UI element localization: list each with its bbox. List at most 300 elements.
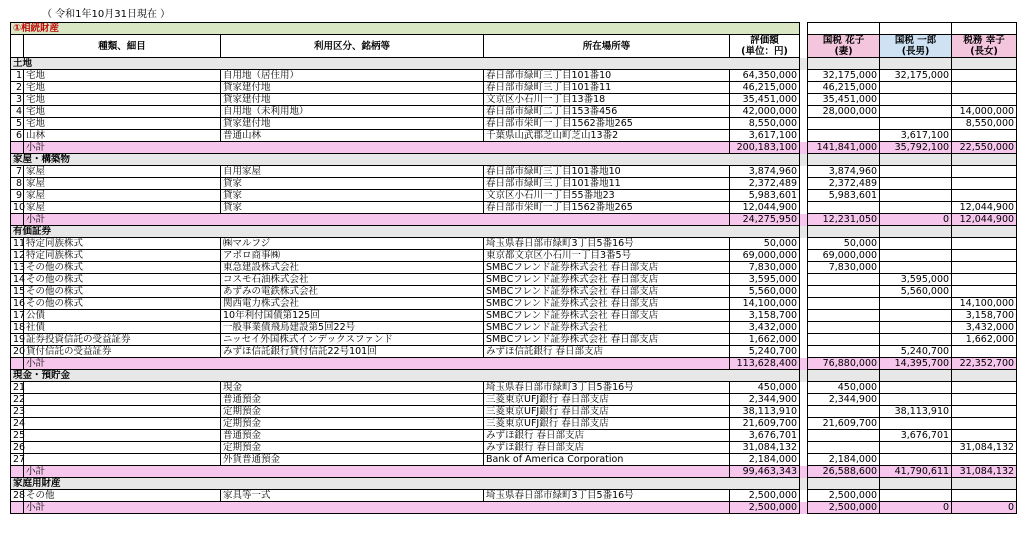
cell-value: 14,100,000 [730, 298, 800, 310]
cell-value: 38,113,910 [730, 406, 800, 418]
cell-heir-son: 5,240,700 [880, 346, 952, 358]
cell-type: その他の株式 [24, 274, 221, 286]
row-number: 27 [11, 454, 24, 466]
cell-usage: アポロ商事㈱ [221, 250, 484, 262]
cell-heir-son [880, 310, 952, 322]
cell-heir-son [880, 190, 952, 202]
subtotal-heir-wife: 12,231,050 [808, 214, 880, 226]
table-row [11, 274, 1017, 286]
cell-heir-daughter [952, 274, 1017, 286]
cell-location: SMBCフレンド証券株式会社 春日部支店 [484, 334, 730, 346]
cell-heir-wife [808, 430, 880, 442]
cell-heir-wife: 7,830,000 [808, 262, 880, 274]
cell-heir-daughter [952, 346, 1017, 358]
cell-type: 山林 [24, 130, 221, 142]
cell-type [24, 394, 221, 406]
cell-heir-daughter: 14,100,000 [952, 298, 1017, 310]
table-row [11, 442, 1017, 454]
cell-heir-wife [808, 202, 880, 214]
table-row [11, 238, 1017, 250]
cell-type: 宅地 [24, 82, 221, 94]
category-row [11, 58, 1017, 70]
subtotal-value: 200,183,100 [730, 142, 800, 154]
col-header-heir-wife: 国税 花子 (妻) [808, 35, 880, 58]
subtotal-heir-son: 0 [880, 502, 952, 514]
row-number: 15 [11, 286, 24, 298]
subtotal-heir-daughter: 12,044,900 [952, 214, 1017, 226]
cell-value: 2,344,900 [730, 394, 800, 406]
cell-usage: 10年利付国債第125回 [221, 310, 484, 322]
col-header-usage: 利用区分、銘柄等 [221, 35, 484, 58]
cell-type: その他の株式 [24, 262, 221, 274]
cell-heir-daughter: 8,550,000 [952, 118, 1017, 130]
category-row [11, 370, 1017, 382]
table-row [11, 310, 1017, 322]
cell-location: 文京区小石川一丁目13番18 [484, 94, 730, 106]
cell-location: 千葉県山武郡芝山町芝山13番2 [484, 130, 730, 142]
cell-location: 埼玉県春日部市緑町3丁目5番16号 [484, 382, 730, 394]
table-row [11, 406, 1017, 418]
cell-location: 三菱東京UFJ銀行 春日部支店 [484, 418, 730, 430]
cell-type: 宅地 [24, 106, 221, 118]
cell-type: 家屋 [24, 166, 221, 178]
cell-heir-son [880, 298, 952, 310]
cell-usage: 一般事業債飛鳥建設第5回22号 [221, 322, 484, 334]
cell-heir-daughter [952, 262, 1017, 274]
subtotal-heir-daughter: 22,550,000 [952, 142, 1017, 154]
table-row [11, 454, 1017, 466]
cell-heir-wife: 2,184,000 [808, 454, 880, 466]
subtotal-row [11, 142, 1017, 154]
cell-type: 家屋 [24, 178, 221, 190]
cell-heir-wife [808, 442, 880, 454]
cell-heir-daughter: 3,432,000 [952, 322, 1017, 334]
table-row [11, 286, 1017, 298]
row-number: 10 [11, 202, 24, 214]
cell-heir-son: 3,595,000 [880, 274, 952, 286]
table-row [11, 190, 1017, 202]
cell-usage: 貸家 [221, 202, 484, 214]
cell-usage: 普通山林 [221, 130, 484, 142]
table-row [11, 382, 1017, 394]
cell-location: 三菱東京UFJ銀行 春日部支店 [484, 406, 730, 418]
cell-type: その他の株式 [24, 286, 221, 298]
cell-heir-wife [808, 322, 880, 334]
cell-location: 春日部市栄町一丁目1562番地265 [484, 118, 730, 130]
cell-heir-daughter [952, 130, 1017, 142]
cell-heir-son [880, 262, 952, 274]
cell-heir-wife: 450,000 [808, 382, 880, 394]
cell-type: 特定同族株式 [24, 238, 221, 250]
subtotal-heir-daughter: 0 [952, 502, 1017, 514]
cell-heir-wife: 28,000,000 [808, 106, 880, 118]
cell-value: 3,432,000 [730, 322, 800, 334]
cell-location: SMBCフレンド証券株式会社 春日部支店 [484, 286, 730, 298]
cell-value: 2,500,000 [730, 490, 800, 502]
row-number: 3 [11, 94, 24, 106]
row-number: 24 [11, 418, 24, 430]
cell-heir-daughter [952, 430, 1017, 442]
cell-heir-son [880, 82, 952, 94]
cell-heir-son [880, 106, 952, 118]
cell-location: 春日部市緑町三丁目101番11 [484, 82, 730, 94]
table-row [11, 70, 1017, 82]
cell-heir-daughter: 1,662,000 [952, 334, 1017, 346]
table-row [11, 394, 1017, 406]
cell-heir-daughter [952, 70, 1017, 82]
row-number: 19 [11, 334, 24, 346]
cell-heir-daughter [952, 406, 1017, 418]
cell-location: 春日部市緑町三丁目101番地11 [484, 178, 730, 190]
column-header-row [11, 35, 1017, 58]
cell-value: 7,830,000 [730, 262, 800, 274]
cell-usage: ニッセイ外国株式インデックスファンド [221, 334, 484, 346]
category-label: 有価証券 [11, 226, 800, 238]
cell-value: 3,617,100 [730, 130, 800, 142]
cell-location: 文京区小石川一丁目55番地23 [484, 190, 730, 202]
cell-value: 5,560,000 [730, 286, 800, 298]
cell-heir-wife [808, 298, 880, 310]
cell-heir-wife [808, 334, 880, 346]
cell-location: SMBCフレンド証券株式会社 [484, 322, 730, 334]
category-label: 家庭用財産 [11, 478, 800, 490]
row-number: 14 [11, 274, 24, 286]
cell-value: 3,595,000 [730, 274, 800, 286]
cell-usage: 普通預金 [221, 430, 484, 442]
cell-type: 宅地 [24, 118, 221, 130]
cell-value: 21,609,700 [730, 418, 800, 430]
table-row [11, 94, 1017, 106]
cell-heir-son [880, 382, 952, 394]
row-number: 23 [11, 406, 24, 418]
cell-heir-daughter [952, 250, 1017, 262]
table-row [11, 166, 1017, 178]
row-number: 12 [11, 250, 24, 262]
cell-usage: 定期預金 [221, 442, 484, 454]
cell-heir-wife: 2,500,000 [808, 490, 880, 502]
cell-heir-son [880, 202, 952, 214]
subtotal-heir-wife: 76,880,000 [808, 358, 880, 370]
cell-usage: 家具等一式 [221, 490, 484, 502]
subtotal-label: 小計 [24, 358, 730, 370]
table-row [11, 202, 1017, 214]
col-header-heir-son: 国税 一郎 (長男) [880, 35, 952, 58]
cell-heir-wife: 69,000,000 [808, 250, 880, 262]
cell-usage: みずほ信託銀行貸付信託22号101回 [221, 346, 484, 358]
subtotal-value: 113,628,400 [730, 358, 800, 370]
category-label: 現金・預貯金 [11, 370, 800, 382]
cell-usage: あずみの電鉄株式会社 [221, 286, 484, 298]
cell-heir-son [880, 178, 952, 190]
cell-type: 宅地 [24, 94, 221, 106]
category-row [11, 226, 1017, 238]
as-of-date: （ 令和1年10月31日現在 ） [42, 9, 171, 20]
table-row [11, 418, 1017, 430]
cell-value: 31,084,132 [730, 442, 800, 454]
subtotal-value: 99,463,343 [730, 466, 800, 478]
cell-heir-wife [808, 286, 880, 298]
cell-usage: 現金 [221, 382, 484, 394]
cell-type [24, 454, 221, 466]
cell-heir-son [880, 166, 952, 178]
row-number: 13 [11, 262, 24, 274]
cell-value: 42,000,000 [730, 106, 800, 118]
cell-location: 春日部市緑町三丁目101番10 [484, 70, 730, 82]
cell-usage: 自用地（未利用地） [221, 106, 484, 118]
row-number: 18 [11, 322, 24, 334]
cell-heir-wife: 3,874,960 [808, 166, 880, 178]
cell-usage: 関西電力株式会社 [221, 298, 484, 310]
cell-location: SMBCフレンド証券株式会社 春日部支店 [484, 274, 730, 286]
row-number: 17 [11, 310, 24, 322]
row-number: 21 [11, 382, 24, 394]
cell-heir-daughter: 14,000,000 [952, 106, 1017, 118]
cell-location: 埼玉県春日部市緑町3丁目5番16号 [484, 238, 730, 250]
cell-heir-daughter [952, 190, 1017, 202]
subtotal-row [11, 214, 1017, 226]
subtotal-heir-son: 35,792,100 [880, 142, 952, 154]
cell-usage: 普通預金 [221, 394, 484, 406]
cell-usage: 貸家建付地 [221, 118, 484, 130]
row-number: 25 [11, 430, 24, 442]
row-number: 9 [11, 190, 24, 202]
cell-value: 64,350,000 [730, 70, 800, 82]
row-number: 7 [11, 166, 24, 178]
cell-heir-daughter [952, 394, 1017, 406]
row-number: 26 [11, 442, 24, 454]
cell-heir-wife [808, 346, 880, 358]
cell-heir-son [880, 394, 952, 406]
subtotal-row [11, 466, 1017, 478]
cell-location: みずほ銀行 春日部支店 [484, 430, 730, 442]
table-row [11, 118, 1017, 130]
cell-type: その他 [24, 490, 221, 502]
cell-location: みずほ銀行 春日部支店 [484, 442, 730, 454]
cell-heir-daughter [952, 286, 1017, 298]
cell-type: 証券投資信託の受益証券 [24, 334, 221, 346]
cell-heir-son: 5,560,000 [880, 286, 952, 298]
cell-type: 社債 [24, 322, 221, 334]
row-number: 22 [11, 394, 24, 406]
table-row [11, 346, 1017, 358]
cell-value: 50,000 [730, 238, 800, 250]
row-number: 8 [11, 178, 24, 190]
subtotal-row [11, 358, 1017, 370]
cell-heir-son: 32,175,000 [880, 70, 952, 82]
cell-type: 公債 [24, 310, 221, 322]
subtotal-label: 小計 [24, 466, 730, 478]
cell-type: 家屋 [24, 202, 221, 214]
cell-heir-wife [808, 130, 880, 142]
cell-location: 春日部市栄町一丁目1562番地265 [484, 202, 730, 214]
cell-value: 3,158,700 [730, 310, 800, 322]
cell-value: 5,983,601 [730, 190, 800, 202]
cell-heir-daughter [952, 382, 1017, 394]
table-row [11, 250, 1017, 262]
cell-heir-wife [808, 310, 880, 322]
cell-heir-son: 3,617,100 [880, 130, 952, 142]
cell-heir-daughter [952, 94, 1017, 106]
cell-location: SMBCフレンド証券株式会社 春日部支店 [484, 262, 730, 274]
subtotal-heir-daughter: 31,084,132 [952, 466, 1017, 478]
category-row [11, 478, 1017, 490]
cell-heir-daughter [952, 178, 1017, 190]
category-label: 土地 [11, 58, 800, 70]
cell-heir-daughter [952, 418, 1017, 430]
cell-type [24, 406, 221, 418]
row-number: 20 [11, 346, 24, 358]
cell-heir-daughter [952, 166, 1017, 178]
cell-usage: 定期預金 [221, 418, 484, 430]
table-row [11, 262, 1017, 274]
cell-value: 3,874,960 [730, 166, 800, 178]
cell-usage: 自用家屋 [221, 166, 484, 178]
table-row [11, 430, 1017, 442]
cell-heir-wife: 50,000 [808, 238, 880, 250]
cell-heir-wife: 46,215,000 [808, 82, 880, 94]
cell-type [24, 430, 221, 442]
cell-value: 46,215,000 [730, 82, 800, 94]
table-row [11, 82, 1017, 94]
cell-location: 東京都文京区小石川一丁目3番5号 [484, 250, 730, 262]
cell-heir-son [880, 334, 952, 346]
subtotal-heir-son: 41,790,611 [880, 466, 952, 478]
cell-usage: 貸家 [221, 190, 484, 202]
subtotal-heir-son: 14,395,700 [880, 358, 952, 370]
table-row [11, 322, 1017, 334]
cell-location: 春日部市緑町二丁目153番456 [484, 106, 730, 118]
cell-usage: 定期預金 [221, 406, 484, 418]
subtotal-row [11, 502, 1017, 514]
cell-heir-son [880, 322, 952, 334]
cell-value: 3,676,701 [730, 430, 800, 442]
cell-value: 8,550,000 [730, 118, 800, 130]
cell-heir-wife: 5,983,601 [808, 190, 880, 202]
table-row [11, 334, 1017, 346]
cell-heir-son [880, 442, 952, 454]
subtotal-value: 24,275,950 [730, 214, 800, 226]
cell-heir-daughter [952, 490, 1017, 502]
cell-value: 69,000,000 [730, 250, 800, 262]
subtotal-label: 小計 [24, 214, 730, 226]
cell-value: 2,372,489 [730, 178, 800, 190]
cell-heir-son [880, 250, 952, 262]
category-row [11, 154, 1017, 166]
cell-value: 35,451,000 [730, 94, 800, 106]
table-row [11, 130, 1017, 142]
cell-type: 貸付信託の受益証券 [24, 346, 221, 358]
cell-location: みずほ信託銀行 春日部支店 [484, 346, 730, 358]
cell-heir-son [880, 238, 952, 250]
cell-heir-daughter [952, 454, 1017, 466]
row-number: 28 [11, 490, 24, 502]
row-number: 16 [11, 298, 24, 310]
section-title-row [11, 23, 1017, 35]
cell-heir-wife: 35,451,000 [808, 94, 880, 106]
table-row [11, 298, 1017, 310]
cell-heir-son: 3,676,701 [880, 430, 952, 442]
row-number: 6 [11, 130, 24, 142]
cell-location: 三菱東京UFJ銀行 春日部支店 [484, 394, 730, 406]
cell-heir-son [880, 454, 952, 466]
cell-type: 家屋 [24, 190, 221, 202]
row-number: 11 [11, 238, 24, 250]
cell-heir-son: 38,113,910 [880, 406, 952, 418]
row-number: 1 [11, 70, 24, 82]
cell-heir-wife [808, 406, 880, 418]
table-row [11, 490, 1017, 502]
subtotal-heir-son: 0 [880, 214, 952, 226]
cell-usage: 貸家建付地 [221, 94, 484, 106]
cell-heir-wife [808, 118, 880, 130]
cell-usage: 貸家 [221, 178, 484, 190]
cell-location: 春日部市緑町三丁目101番地10 [484, 166, 730, 178]
cell-heir-wife: 2,344,900 [808, 394, 880, 406]
section-title: ①相続財産 [11, 23, 800, 35]
row-number: 5 [11, 118, 24, 130]
cell-location: 埼玉県春日部市緑町3丁目5番16号 [484, 490, 730, 502]
cell-heir-son [880, 118, 952, 130]
col-header-location: 所在場所等 [484, 35, 730, 58]
table-row [11, 106, 1017, 118]
cell-value: 12,044,900 [730, 202, 800, 214]
cell-heir-wife: 21,609,700 [808, 418, 880, 430]
cell-usage: 外貨普通預金 [221, 454, 484, 466]
cell-heir-son [880, 94, 952, 106]
subtotal-label: 小計 [24, 502, 730, 514]
cell-type [24, 418, 221, 430]
cell-type: 特定同族株式 [24, 250, 221, 262]
cell-type [24, 382, 221, 394]
subtotal-heir-wife: 2,500,000 [808, 502, 880, 514]
cell-heir-daughter [952, 82, 1017, 94]
col-header-type: 種類、細目 [24, 35, 221, 58]
cell-heir-daughter: 31,084,132 [952, 442, 1017, 454]
cell-value: 1,662,000 [730, 334, 800, 346]
col-header-heir-daughter: 税務 幸子 (長女) [952, 35, 1017, 58]
subtotal-heir-daughter: 22,352,700 [952, 358, 1017, 370]
category-label: 家屋・構築物 [11, 154, 800, 166]
cell-value: 2,184,000 [730, 454, 800, 466]
row-number: 2 [11, 82, 24, 94]
table-row [11, 178, 1017, 190]
cell-location: SMBCフレンド証券株式会社 春日部支店 [484, 298, 730, 310]
cell-value: 5,240,700 [730, 346, 800, 358]
subtotal-heir-wife: 26,588,600 [808, 466, 880, 478]
cell-heir-son [880, 490, 952, 502]
subtotal-heir-wife: 141,841,000 [808, 142, 880, 154]
row-number: 4 [11, 106, 24, 118]
cell-value: 450,000 [730, 382, 800, 394]
cell-heir-wife: 2,372,489 [808, 178, 880, 190]
cell-usage: ㈱マルフジ [221, 238, 484, 250]
cell-heir-wife: 32,175,000 [808, 70, 880, 82]
cell-location: Bank of America Corporation [484, 454, 730, 466]
cell-type: その他の株式 [24, 298, 221, 310]
col-header-value: 評価額 (単位：円) [730, 35, 800, 58]
cell-location: SMBCフレンド証券株式会社 春日部支店 [484, 310, 730, 322]
cell-usage: 東急建設株式会社 [221, 262, 484, 274]
subtotal-value: 2,500,000 [730, 502, 800, 514]
cell-heir-son [880, 418, 952, 430]
cell-heir-daughter: 12,044,900 [952, 202, 1017, 214]
inheritance-property-table [10, 22, 1017, 514]
cell-heir-wife [808, 274, 880, 286]
cell-usage: 自用地（居住用） [221, 70, 484, 82]
cell-usage: コスモ石油株式会社 [221, 274, 484, 286]
cell-heir-daughter [952, 238, 1017, 250]
subtotal-label: 小計 [24, 142, 730, 154]
